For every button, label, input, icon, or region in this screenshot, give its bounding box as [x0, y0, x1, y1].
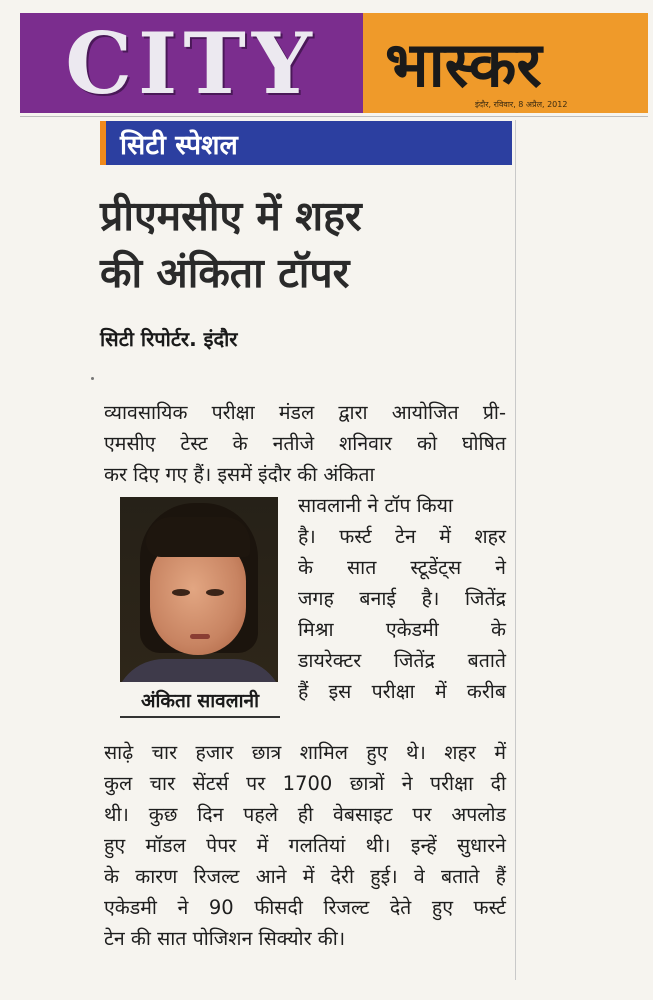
- print-speck: [91, 377, 94, 380]
- masthead-bhaskar-logo: [363, 13, 648, 113]
- masthead-city-logo: CITY: [20, 13, 363, 113]
- body-line: थी। कुछ दिन पहले ही वेबसाइट पर अपलोड: [104, 803, 506, 826]
- body-line: हैं इस परीक्षा में करीब: [298, 680, 506, 703]
- body-line: साढ़े चार हजार छात्र शामिल हुए थे। शहर में: [104, 741, 506, 764]
- body-line: एकेडमी ने 90 फीसदी रिजल्ट देते हुए फर्स्ट: [104, 896, 506, 919]
- column-divider: [515, 120, 516, 980]
- body-line: के सात स्टूडेंट्स ने: [298, 556, 506, 579]
- body-line: के कारण रिजल्ट आने में देरी हुई। वे बताते हैं: [104, 865, 506, 888]
- article-headline: [100, 188, 510, 303]
- section-band: [100, 121, 512, 165]
- article-body-side: [298, 490, 506, 707]
- masthead-divider: [20, 116, 648, 117]
- article-body-bottom: [104, 737, 506, 954]
- photo-caption: अंकिता सावलानी: [141, 690, 259, 712]
- body-line: एमसीए टेस्ट के नतीजे शनिवार को घोषित: [104, 432, 506, 455]
- section-label: सिटी स्पेशल: [120, 130, 238, 161]
- reporter-photo: [120, 497, 278, 682]
- body-line: व्यावसायिक परीक्षा मंडल द्वारा आयोजित प्री-: [104, 401, 506, 424]
- body-line: हुए मॉडल पेपर में गलतियां थी। इन्हें सुधारने: [104, 834, 506, 857]
- headline-line-1: प्रीएमसीए में शहर: [100, 192, 362, 240]
- body-line: जगह बनाई है। जितेंद्र: [298, 587, 506, 610]
- masthead-brand: भास्कर: [385, 28, 542, 101]
- body-line: डायरेक्टर जितेंद्र बताते: [298, 649, 506, 672]
- headline-line-2: की अंकिता टॉपर: [100, 249, 350, 298]
- masthead: [20, 13, 648, 113]
- article-byline: सिटी रिपोर्टर. इंदौर: [100, 327, 238, 351]
- body-line: कुल चार सेंटर्स पर 1700 छात्रों ने परीक्षा दी: [104, 772, 506, 795]
- body-line: टेन की सात पोजिशन सिक्योर की।: [104, 927, 346, 950]
- article-body-top: [104, 397, 506, 490]
- body-line: कर दिए गए हैं। इसमें इंदौर की अंकिता: [104, 463, 375, 486]
- body-line: सावलानी ने टॉप किया: [298, 494, 453, 517]
- body-line: मिश्रा एकेडमी के: [298, 618, 506, 641]
- caption-underline: [120, 716, 280, 718]
- masthead-dateline: इंदौर, रविवार, 8 अप्रैल, 2012: [475, 100, 568, 109]
- body-line: है। फर्स्ट टेन में शहर: [298, 525, 506, 548]
